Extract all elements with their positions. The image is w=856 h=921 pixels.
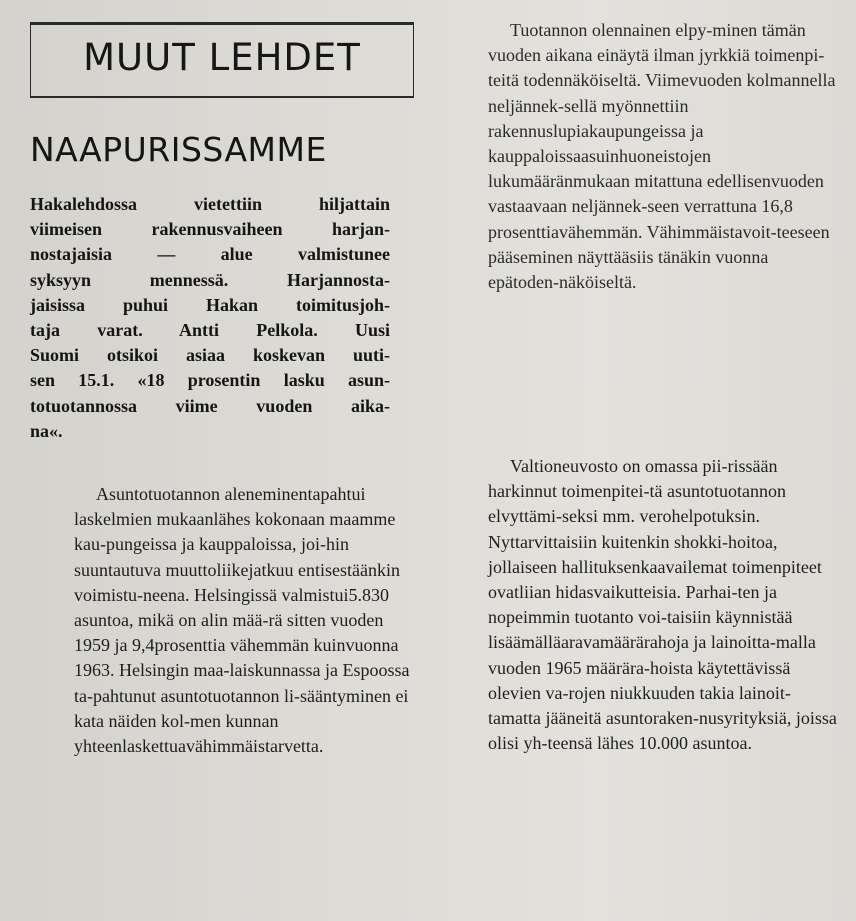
text-line: na«. [30,420,63,441]
text-line: vähemmän. Vähimmäistavoit- [558,221,777,242]
text-line: aravamäärärahoja ja lainoitta- [560,632,776,653]
text-line: viimeisen rakennusvaiheen harjan- [30,219,390,240]
text-line: hoista käytettävissä olevien va- [488,657,791,703]
left-body-paragraph [74,482,420,759]
text-line: seksi mm. verohelpotuksin. Nyt [488,506,760,552]
text-line: Suomi otsikoi asiaa koskevan uuti- [30,345,390,366]
right-body-paragraph-1 [488,18,840,295]
text-line: malla vuoden 1965 määrära- [488,632,816,678]
text-line: liian hidasvaikutteisia. Parhai- [519,582,738,603]
text-line: tarvittaisiin kuitenkin shokki- [515,531,728,552]
text-line: laiskunnassa ja Espoossa ta- [74,660,410,706]
text-line: totuotannossa viime vuoden aika- [30,395,390,416]
text-line: sen 15.1. «18 prosentin lasku asun- [30,370,390,391]
text-line: rojen niukkuuden takia lainoit- [568,682,791,703]
text-line: pahtunut asuntotuotannon li- [92,685,300,706]
text-line: minen tämän vuoden aikana ei [488,20,806,66]
text-line: teensä lähes 10.000 asuntoa. [547,733,752,754]
text-line: tapahtui laskelmien mukaan [74,484,366,530]
text-line: hin suuntautuva muuttoliike [74,534,349,580]
text-line: lähes kokonaan maamme kau- [74,509,396,555]
text-line: teitä todennäköiseltä. Viime [488,70,690,91]
section-header-box [30,22,414,98]
text-line: teeseen pääseminen näyttää [488,221,830,267]
text-line: nusyrityksiä, joissa olisi yh- [488,708,837,754]
text-line: vuoden vastaavaan neljännek- [488,171,824,217]
text-line: vuoden kolmannella neljännek- [488,70,836,116]
text-line: kaupungeissa ja kauppaloissa [488,120,704,167]
text-line: rissään harkinnut toimenpitei- [488,456,778,502]
text-line: men kunnan yhteenlaskettua [74,710,279,757]
text-line: näytä ilman jyrkkiä toimenpi- [609,45,825,66]
right-body-paragraph-2 [488,454,840,756]
text-line: Asuntotuotannon aleneminen [96,484,308,504]
text-line: siis tänäkin vuonna epätoden- [488,246,769,293]
text-line: taja varat. Antti Pelkola. Uusi [30,320,390,341]
text-line: tä asuntotuotannon elvyttämi- [488,481,786,527]
text-line: näköiseltä. [558,272,637,293]
text-line: kaavailemat toimenpiteet ovat [488,556,822,603]
text-line: jaisissa puhui Hakan toimitusjoh- [30,294,390,315]
section-header: MUUT LEHDET [83,35,361,79]
text-line: rä sitten vuoden 1959 ja 9,4 [74,610,384,656]
text-line: 5.830 asuntoa, mikä on alin mää- [74,584,389,631]
text-line: tamatta jääneitä asuntoraken- [488,708,699,729]
text-line: Hakalehdossa vietettiin hiljattain [30,194,390,214]
text-line: neena. Helsingissä valmistui [143,584,349,605]
text-line: asuinhuoneistojen lukumäärän [488,146,711,192]
article-title: NAAPURISSAMME [30,130,327,169]
text-line: syksyyn mennessä. Harjannosta- [30,269,390,290]
text-line: prosenttia vähemmän kuin [154,635,346,656]
text-line: jatkuu entisestäänkin voimistu- [74,559,400,605]
text-line: Tuotannon olennainen elpy- [510,20,713,40]
text-line: seen verrattuna 16,8 prosenttia [488,196,793,242]
text-line: mukaan mitattuna edellisen [572,171,771,192]
text-line: ten ja nopeimmin tuotanto voi- [488,582,777,628]
text-line: taisiin käynnistää lisäämällä [488,607,793,653]
text-line: vähimmäistarvetta. [185,736,324,757]
lead-paragraph [30,192,390,444]
text-line: sellä myönnettiin rakennuslupia [488,95,689,141]
text-line: vuonna 1963. Helsingin maa- [74,635,399,681]
text-line: hoitoa, jollaiseen hallituksen [488,531,778,577]
text-line: sääntyminen ei kata näiden kol- [74,685,409,731]
text-line: pungeissa ja kauppaloissa, joi- [105,534,326,555]
text-line: Valtioneuvosto on omassa pii- [510,456,728,476]
text-line: nostajaisia — alue valmistunee [30,244,390,265]
